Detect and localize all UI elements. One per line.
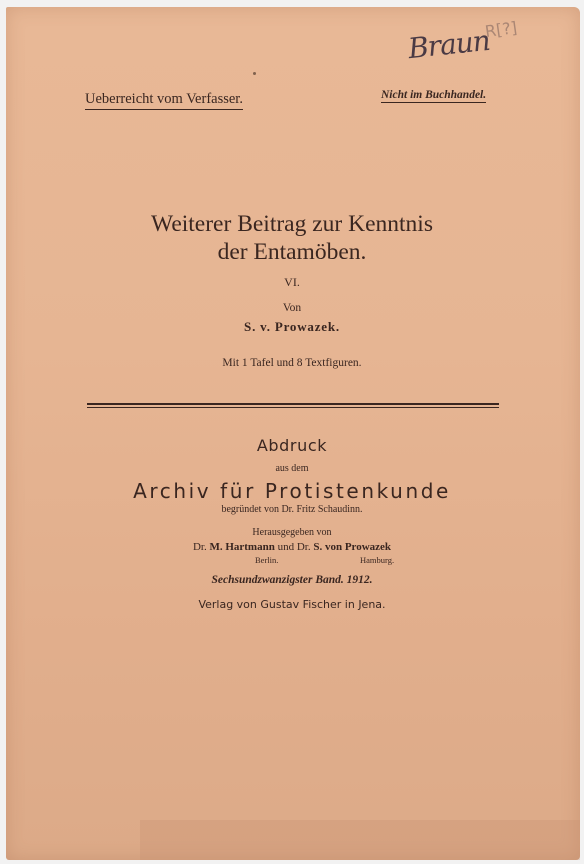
offprint-heading: Abdruck: [256, 436, 328, 455]
title-line-2: der Entamöben.: [217, 239, 367, 265]
pencil-note: R[?]: [483, 17, 519, 42]
volume-line: Sechsundzwanzigster Band. 1912.: [211, 574, 373, 586]
ink-speck: [253, 72, 256, 75]
part-number: VI.: [284, 275, 300, 289]
paper-stain: [140, 820, 580, 860]
publisher-line: Verlag von Gustav Fischer in Jena.: [198, 598, 386, 611]
figures-note: Mit 1 Tafel und 8 Textfiguren.: [222, 357, 362, 369]
edited-by-label: Herausgegeben von: [252, 527, 332, 538]
divider-rule-top: [87, 403, 499, 405]
presentation-note: Ueberreicht vom Verfasser.: [85, 91, 243, 110]
journal-title: Archiv für Protistenkunde: [133, 479, 451, 503]
editor1-name: M. Hartmann: [209, 541, 275, 553]
handwritten-signature: Braun: [406, 23, 492, 66]
editor1-city: Berlin.: [255, 555, 279, 565]
from-the-label: aus dem: [275, 463, 309, 474]
editors-connector: und Dr.: [277, 541, 311, 553]
divider-rule-bottom: [87, 407, 499, 408]
paper-sheet: [6, 7, 580, 860]
editor2-name: S. von Prowazek: [313, 541, 392, 553]
editor1-prefix: Dr.: [192, 541, 207, 553]
editor2-city: Hamburg.: [360, 555, 395, 565]
author-name: S. v. Prowazek.: [244, 319, 340, 334]
title-line-1: Weiterer Beitrag zur Kenntnis: [151, 211, 433, 237]
byline-prefix: Von: [282, 302, 302, 314]
founder-line: begründet von Dr. Fritz Schaudinn.: [221, 504, 363, 515]
editors-line: [0, 541, 584, 553]
not-for-sale-note: Nicht im Buchhandel.: [381, 89, 487, 101]
